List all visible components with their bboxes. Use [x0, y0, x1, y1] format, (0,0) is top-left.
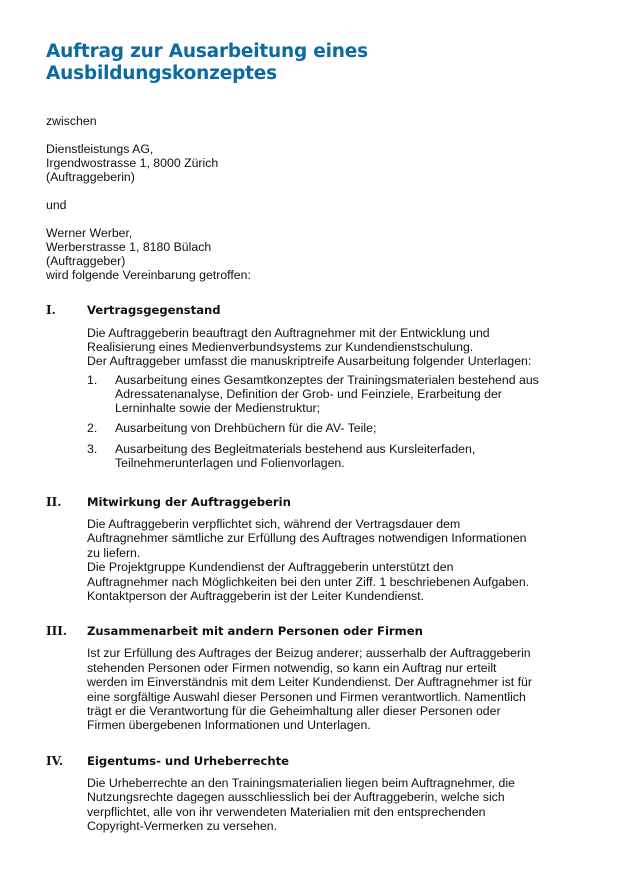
section-text: Ist zur Erfüllung des Auftrages der Beizug anderer; ausserhalb der Auftraggeberin stehenden Personen oder Firmen notwendig, so kann ein Auftrag nur erteilt werden im Einverständnis mit dem Leiter Kundendienst. Der Auftragnehmer ist für eine sorgfältige Auswahl dieser Personen und Firmen verantwortlich. Namentlich trägt er die Verantwortung für die Geheimhaltung aller dieser Personen oder Firmen übergebenen Informationen und Unterlagen. [87, 646, 532, 733]
section-number: I. [46, 303, 56, 317]
intro-and: und [46, 198, 67, 212]
party-2-address: Werner Werber, Werberstrasse 1, 8180 Bülach (Auftraggeber) wird folgende Vereinbarung getroffen: [46, 226, 251, 282]
list-number: 3. [87, 442, 98, 456]
party-1-address: Dienstleistungs AG, Irgendwostrasse 1, 8000 Zürich (Auftraggeberin) [46, 142, 219, 184]
section-heading [46, 754, 622, 768]
list-item [87, 373, 622, 415]
section-title: Eigentums- und Urheberrechte [87, 753, 290, 768]
list-number: 2. [87, 421, 98, 435]
intro-between: zwischen [46, 114, 97, 128]
section-text: Die Auftraggeberin verpflichtet sich, während der Vertragsdauer dem Auftragnehmer sämtliche zur Erfüllung des Auftrages notwendigen Informationen zu liefern. Die Projektgruppe Kundendienst der Auftraggeberin unterstützt den Auftragnehmer nach Möglichkeiten bei den unter Ziff. 1 beschriebenen Aufgaben. Kontaktperson der Auftraggeberin ist der Leiter Kundendienst. [87, 517, 530, 604]
section-2 [46, 495, 622, 603]
section-title: Zusammenarbeit mit andern Personen oder Firmen [87, 624, 423, 639]
section-heading [46, 624, 622, 638]
list-text: Ausarbeitung von Drehbüchern für die AV- Teile; [115, 421, 377, 435]
section-number: III. [46, 624, 68, 639]
section-heading [46, 495, 622, 509]
section-heading [46, 303, 622, 317]
section-text: Die Urheberrechte an den Trainingsmaterialien liegen beim Auftragnehmer, die Nutzungsrechte dagegen ausschliesslich bei der Auftraggeberin, welche sich verpflichtet, alle von ihr verwendeten Materialien mit den entsprechenden Copyright-Vermerken zu versehen. [87, 775, 515, 834]
list-text: Ausarbeitung eines Gesamtkonzeptes der Trainingsmaterialen bestehend aus Adressatenanalyse, Definition der Grob- und Feinziele, Erarbeitung der Lerninhalte sowie der Medienstruktur; [115, 373, 539, 415]
section-title: Mitwirkung der Auftraggeberin [87, 495, 291, 509]
section-number: II. [46, 495, 62, 509]
list-item [87, 421, 622, 435]
section-3 [46, 624, 622, 732]
section-text: Die Auftraggeberin beauftragt den Auftragnehmer mit der Entwicklung und Realisierung eines Medienverbundsystems zur Kundendienstschulung. Der Auftraggeber umfasst die manuskriptreife Ausarbeitung folgender Unterlagen: [87, 326, 532, 368]
section-4 [46, 754, 622, 834]
list-item [87, 442, 622, 470]
list-number: 1. [87, 373, 98, 387]
section-1 [46, 303, 622, 470]
document-title: Auftrag zur Ausarbeitung eines Ausbildungskonzeptes [46, 41, 368, 84]
numbered-list [87, 373, 622, 470]
list-text: Ausarbeitung des Begleitmaterials bestehend aus Kursleiterfaden, Teilnehmerunterlagen und Folienvorlagen. [115, 442, 476, 470]
section-title: Vertragsgegenstand [87, 303, 221, 317]
section-number: IV. [46, 753, 64, 768]
document-page [46, 41, 622, 834]
